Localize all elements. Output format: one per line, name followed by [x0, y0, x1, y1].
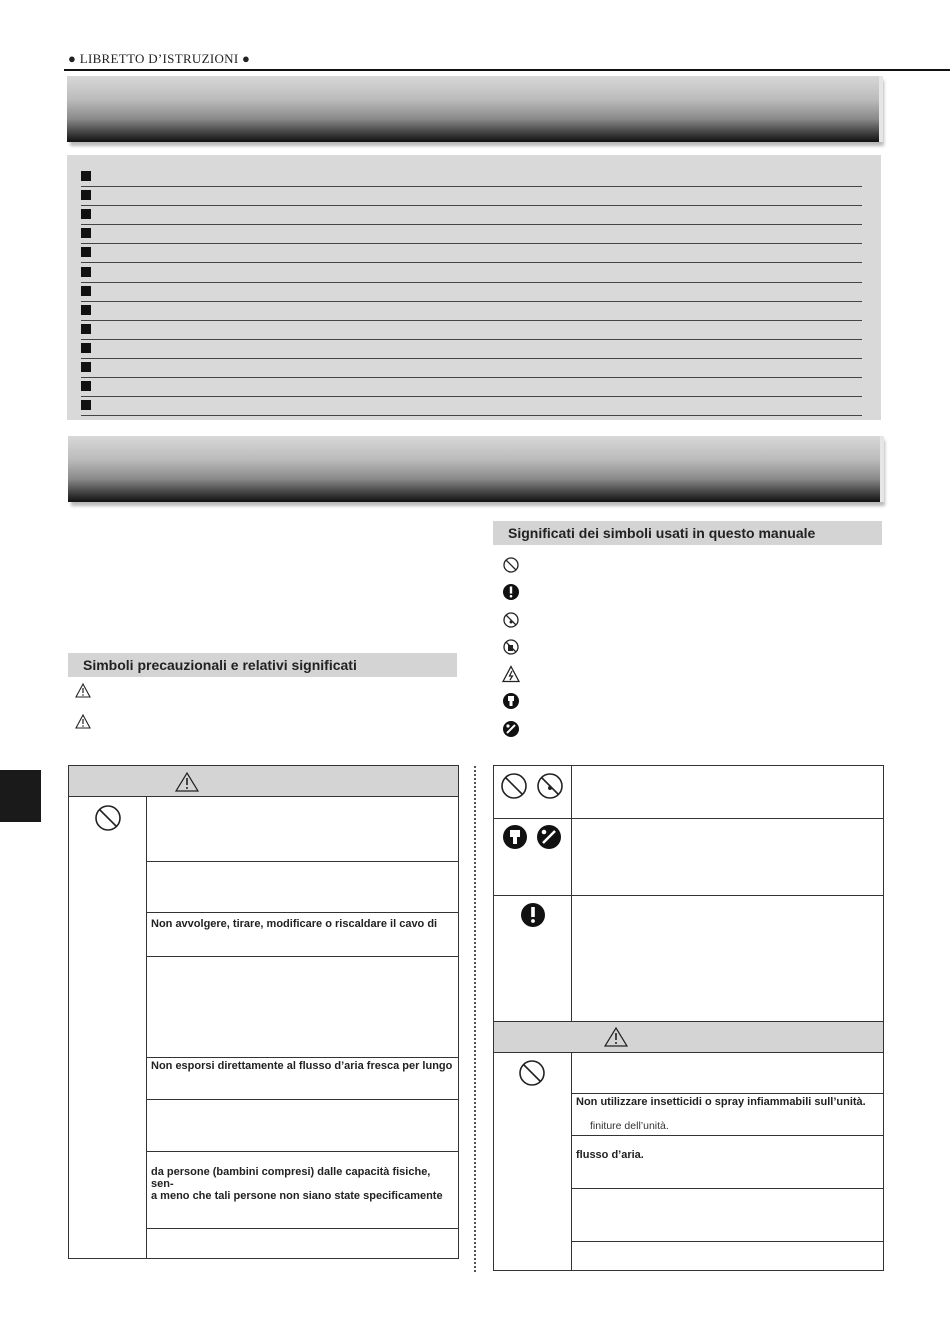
document-header: ● LIBRETTO D’ISTRUZIONI ● — [68, 51, 251, 66]
column-separator — [474, 766, 476, 1272]
warning-text-persons-1: da persone (bambini compresi) dalle capacità fisiche, sen- — [151, 1166, 431, 1190]
prohibited-icon — [500, 772, 528, 800]
caution-table-header — [494, 1021, 883, 1053]
ground-icon — [536, 824, 562, 850]
safety-banner — [68, 436, 882, 502]
toc-row — [81, 224, 862, 244]
electric-shock-icon — [502, 665, 520, 683]
caution-text-airflow: flusso d’aria. — [576, 1149, 644, 1161]
toc-row — [81, 377, 862, 397]
warning-triangle-icon — [75, 683, 91, 698]
no-water-icon — [502, 611, 520, 629]
toc-row — [81, 263, 862, 283]
header-rule — [64, 69, 950, 71]
bullet-square-icon — [81, 190, 91, 200]
warning-text-airflow: Non esporsi direttamente al flusso d’aria fresca per lungo — [151, 1060, 453, 1072]
bullet-square-icon — [81, 209, 91, 219]
bullet-square-icon — [81, 267, 91, 277]
mandatory-icon — [520, 902, 546, 928]
toc-row — [81, 339, 862, 359]
prohibited-icon — [94, 804, 122, 832]
caution-triangle-icon — [604, 1027, 628, 1047]
bullet-square-icon — [81, 324, 91, 334]
bullet-square-icon — [81, 247, 91, 257]
caution-text-insecticides: Non utilizzare insetticidi o spray infiammabili sull’unità. — [576, 1096, 866, 1108]
mandatory-icon — [502, 583, 520, 601]
bullet-square-icon — [81, 343, 91, 353]
ground-icon — [502, 720, 520, 738]
no-water-icon — [536, 772, 564, 800]
symbols-meaning-title: Significati dei simboli usati in questo manuale — [493, 521, 882, 545]
warning-text-persons-2: a meno che tali persone non siano state specificamente — [151, 1190, 443, 1202]
prohibited-icon — [502, 556, 520, 574]
unplug-icon — [502, 692, 520, 710]
toc-row — [81, 320, 862, 340]
bullet-square-icon — [81, 362, 91, 372]
toc-row — [81, 301, 862, 321]
warning-table — [68, 765, 459, 1259]
warning-triangle-icon — [175, 772, 199, 792]
page-side-tab — [0, 770, 41, 822]
contents-banner — [67, 76, 881, 142]
bullet-square-icon — [81, 286, 91, 296]
bullet-square-icon — [81, 305, 91, 315]
toc-row — [81, 186, 862, 206]
toc-row — [81, 205, 862, 225]
toc-row — [81, 396, 862, 416]
caution-subtext-finish: finiture dell’unità. — [590, 1120, 669, 1132]
unplug-icon — [502, 824, 528, 850]
symbols-table — [493, 765, 884, 1271]
bullet-square-icon — [81, 400, 91, 410]
bullet-square-icon — [81, 228, 91, 238]
no-wet-hands-icon — [502, 638, 520, 656]
prohibited-icon — [518, 1059, 546, 1087]
toc-row — [81, 167, 862, 187]
caution-triangle-icon — [75, 714, 91, 729]
table-of-contents — [67, 155, 881, 420]
warning-table-header — [69, 766, 458, 797]
warning-text-cable: Non avvolgere, tirare, modificare o riscaldare il cavo di — [151, 918, 438, 930]
bullet-square-icon — [81, 381, 91, 391]
toc-row — [81, 243, 862, 263]
toc-row — [81, 282, 862, 302]
toc-row — [81, 358, 862, 378]
table-divider — [146, 797, 147, 1258]
bullet-square-icon — [81, 171, 91, 181]
precaution-symbols-title: Simboli precauzionali e relativi significati — [68, 653, 457, 677]
